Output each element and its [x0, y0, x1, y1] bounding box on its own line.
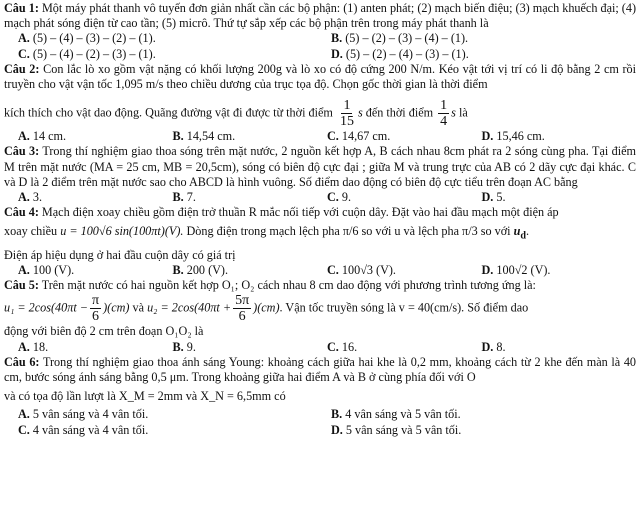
option-text: 100 (V).	[32, 263, 75, 278]
option-b[interactable]	[173, 190, 328, 205]
equation-u2-end: )(cm)	[253, 300, 280, 315]
unit-s: s	[357, 105, 363, 120]
question-stem: Trong thí nghiệm giao thoa ánh sáng Young: khoảng cách giữa hai khe là 0,2 mm, khoảng cách từ 2 khe đến màn là 40 cm, bước sóng ánh sáng bằng 0,5 μm. Trong khoảng giữa hai điểm A và B ở cùng phía đối với O	[4, 354, 637, 385]
option-text: (5) – (2) – (4) – (3) – (1).	[345, 46, 469, 61]
question-1-text	[4, 1, 636, 31]
option-text: 7.	[186, 190, 196, 205]
option-d[interactable]	[482, 263, 637, 278]
option-c[interactable]	[18, 47, 323, 62]
option-letter: C.	[18, 422, 30, 437]
question-stem: Trong thí nghiệm giao thoa sóng trên mặt nước, 2 nguồn kết hợp A, B cách nhau 8cm phát ra 2 sóng cùng pha. Tại điểm M trên mặt nước (MA = 25 cm, MB = 20,5cm), sóng có biên độ cực đại ; giữa M và trung trực của AB có 2 dãy cực đại khác. C và D là 2 điểm trên mặt nước sao cho ABCD là hình vuông. Số điểm dao động có biên độ cực tiểu trên đoạn AC bằng	[4, 144, 636, 189]
question-6-text	[4, 355, 636, 385]
option-b[interactable]	[331, 31, 636, 46]
option-letter: D.	[331, 422, 343, 437]
question-number: Câu 6:	[4, 354, 40, 369]
equation-u1-end: )(cm)	[103, 300, 130, 315]
option-text: 9.	[341, 190, 352, 205]
question-number: Câu 4:	[4, 205, 39, 220]
question-stem-cont: Dòng điện trong mạch lệch pha π/6 so với u và lệch pha π/3 so với	[186, 224, 511, 239]
numerator: 1	[343, 98, 351, 114]
unit-s: s	[451, 105, 456, 120]
option-letter: C.	[327, 190, 339, 205]
option-text: 14,54 cm.	[186, 129, 236, 144]
answer-options	[4, 340, 636, 355]
option-a[interactable]	[18, 31, 323, 46]
option-b[interactable]	[173, 263, 328, 278]
denominator: 6	[238, 309, 246, 325]
voltage-equation: u = 100√6 sin(100πt)(V).	[60, 224, 184, 239]
option-text: (5) – (4) – (2) – (3) – (1).	[32, 46, 156, 61]
question-4-text-line2: xoay chiều u = 100√6 sin(100πt)(V). Dòng điện trong mạch lệch pha π/6 so với u và lệch pha π/3 so với $u_d$.	[4, 224, 530, 242]
option-text: 3.	[32, 190, 43, 205]
option-text: 16.	[341, 339, 358, 354]
question-5-text	[4, 278, 636, 293]
option-a[interactable]	[18, 340, 173, 355]
question-2-text	[4, 62, 636, 92]
denominator: 6	[92, 309, 100, 325]
question-stem-cont: xoay chiều	[4, 224, 58, 239]
option-text: (5) – (2) – (3) – (4) – (1).	[345, 31, 469, 46]
question-number: Câu 3:	[4, 144, 40, 159]
option-text: 14,67 cm.	[341, 129, 391, 144]
option-a[interactable]	[18, 190, 173, 205]
option-text: 18.	[32, 339, 49, 354]
question-1	[4, 1, 636, 62]
equation-u2: u₂ = 2cos(40πt +	[147, 300, 232, 315]
option-text: 15,46 cm.	[496, 129, 545, 144]
option-b[interactable]	[173, 340, 328, 355]
question-stem-cont: động với biên độ 2 cm trên đoạn O₁O₂ là	[4, 324, 204, 339]
question-stem: Con lắc lò xo gồm vật nặng có khối lượng 200g và lò xo có độ cứng 200 N/m. Kéo vật tới vị trí có li độ bằng 2 cm rồi truyền cho vật vận tốc 1,095 m/s theo chiều dương của trục tọa độ. Chọn gốc thời gian là thời điểm	[4, 61, 637, 92]
question-stem: Trên mặt nước có hai nguồn kết hợp O₁; O₂ cách nhau 8 cm dao động với phương trình tương ứng là:	[41, 278, 536, 293]
option-d[interactable]	[482, 190, 637, 205]
question-5-equations	[4, 293, 636, 324]
option-text: 4 vân sáng và 4 vân tối.	[32, 422, 149, 437]
question-5	[4, 278, 636, 355]
option-text: 5.	[496, 190, 506, 205]
question-3	[4, 144, 636, 205]
option-c[interactable]	[327, 129, 482, 144]
voltage-subscript: d	[520, 230, 527, 242]
option-letter: A.	[18, 339, 30, 354]
equation-u1: u₁ = 2cos(40πt −	[4, 300, 88, 315]
answer-options	[4, 129, 636, 144]
option-c[interactable]	[327, 340, 482, 355]
option-a[interactable]	[18, 263, 173, 278]
option-letter: C.	[327, 263, 339, 278]
option-letter: D.	[481, 190, 494, 205]
option-text: 100√3 (V).	[341, 263, 396, 278]
question-6-text-line2	[4, 385, 636, 407]
option-letter: B.	[172, 190, 184, 205]
numerator: 1	[440, 98, 448, 114]
conjunction: và	[132, 300, 145, 315]
option-letter: C.	[327, 339, 339, 354]
option-text: 200 (V).	[186, 263, 229, 278]
option-b[interactable]	[331, 407, 636, 422]
option-letter: C.	[18, 46, 30, 61]
answer-options	[4, 31, 636, 61]
question-2-text-line2	[4, 98, 636, 129]
voltage-symbol: u	[513, 224, 521, 239]
fraction-1-15	[338, 98, 356, 129]
option-text: 9.	[186, 339, 196, 354]
option-letter: B.	[172, 129, 184, 144]
question-4	[4, 205, 636, 278]
option-letter: A.	[18, 31, 30, 46]
fraction-pi-6	[90, 293, 101, 324]
option-letter: D.	[481, 263, 494, 278]
option-text: 8.	[496, 339, 506, 354]
option-letter: A.	[18, 190, 30, 205]
option-letter: A.	[18, 263, 30, 278]
question-number: Câu 2:	[4, 61, 40, 76]
option-c[interactable]	[327, 190, 482, 205]
option-d[interactable]	[331, 423, 636, 438]
option-letter: A.	[18, 407, 30, 422]
option-letter: D.	[481, 129, 494, 144]
fraction-5pi-6	[233, 293, 251, 324]
question-stem-cont: kích thích cho vật dao động. Quãng đường vật đi được từ thời điểm	[4, 105, 333, 120]
option-text: (5) – (4) – (3) – (2) – (1).	[32, 31, 156, 46]
answer-options	[4, 190, 636, 205]
question-stem-cont: Điện áp hiệu dụng ở hai đầu cuộn dây có giá trị	[4, 247, 236, 262]
option-text: 100√2 (V).	[496, 263, 551, 278]
question-number: Câu 5:	[4, 278, 39, 293]
option-a[interactable]	[18, 129, 173, 144]
option-text: 14 cm.	[32, 129, 67, 144]
question-stem-cont: và có tọa độ lần lượt là X_M = 2mm và X_N = 6,5mm có	[4, 389, 286, 404]
option-letter: B.	[331, 407, 343, 422]
option-letter: B.	[172, 339, 184, 354]
option-text: 4 vân sáng và 5 vân tối.	[345, 407, 461, 422]
option-text: 5 vân sáng và 5 vân tối.	[345, 422, 462, 437]
option-c[interactable]	[18, 423, 323, 438]
option-d[interactable]	[482, 340, 637, 355]
option-a[interactable]	[18, 407, 323, 422]
question-stem-cont: là	[458, 105, 468, 120]
option-letter: D.	[331, 46, 343, 61]
option-letter: A.	[18, 129, 30, 144]
fraction-1-4	[438, 98, 449, 129]
denominator: 15	[339, 114, 354, 130]
question-3-text	[4, 144, 636, 190]
option-d[interactable]	[331, 47, 636, 62]
question-4-text	[4, 205, 636, 220]
numerator: π	[92, 293, 100, 309]
question-stem: Một máy phát thanh vô tuyến đơn giản nhất cần các bộ phận: (1) anten phát; (2) mạch biến điệu; (3) mạch khuếch đại; (4) mạch phát sóng điện từ cao tần; (5) micrô. Thứ tự sắp xếp các bộ phận trên trong máy phát thanh là	[4, 1, 637, 31]
question-stem-cont: đến thời điểm	[365, 105, 434, 120]
answer-options	[4, 407, 636, 437]
question-number: Câu 1:	[4, 1, 39, 15]
question-stem-cont: . Vận tốc truyền sóng là v = 40(cm/s). Số điểm dao	[279, 300, 529, 315]
option-text: 5 vân sáng và 4 vân tối.	[32, 407, 149, 422]
question-5-text-line3	[4, 324, 636, 339]
option-b[interactable]	[173, 129, 328, 144]
option-letter: D.	[481, 339, 494, 354]
option-letter: B.	[172, 263, 184, 278]
question-stem: Mạch điện xoay chiều gồm điện trở thuần R mắc nối tiếp với cuộn dây. Đặt vào hai đầu mạch một điện áp	[41, 205, 559, 220]
answer-options	[4, 263, 636, 278]
option-letter: B.	[331, 31, 343, 46]
numerator: 5π	[235, 293, 250, 309]
question-6	[4, 355, 636, 438]
option-letter: C.	[327, 129, 339, 144]
option-d[interactable]	[482, 129, 637, 144]
option-c[interactable]	[327, 263, 482, 278]
question-4-text-line3	[4, 248, 636, 263]
denominator: 4	[440, 114, 448, 130]
question-2	[4, 62, 636, 145]
